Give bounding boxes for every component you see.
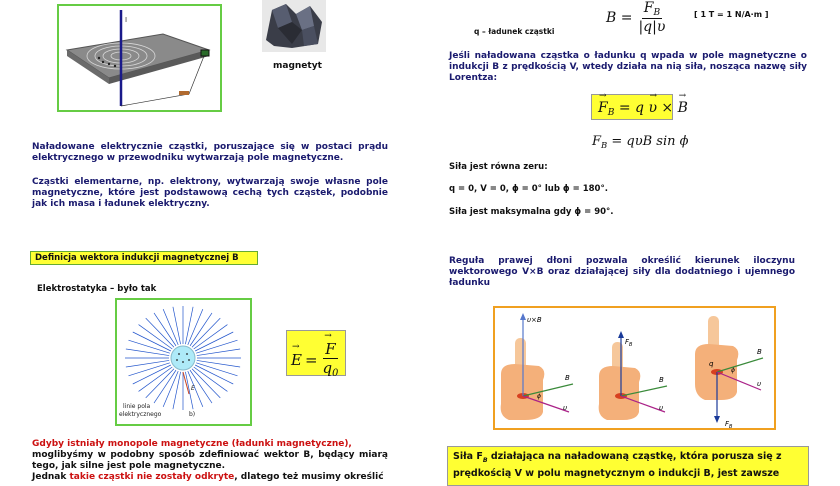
paragraph-vector-b: moglibyśmy w podobny sposób zdefiniować wektor B, będący miarą tego, jak silne jest pole magnetyczne. (32, 450, 388, 471)
field-line (163, 371, 178, 407)
svg-text:FB: $F_B$ (725, 420, 733, 428)
svg-text:I: I (125, 16, 128, 24)
field-line (197, 349, 240, 356)
bottom-summary-box: Siła $F_B$ działająca na naładowaną cząstkę, która porusza się z prędkością V w polu magnetycznym o indukcji B, jest zawsze (447, 446, 809, 486)
lorentz-formula-box: → $F_B = q \to \upsilon$ × → B (591, 94, 673, 120)
field-caption-1: linie pola (123, 403, 151, 410)
svg-text:ϕ: ϕ (731, 367, 735, 374)
monopole-sentence: Gdyby istniały monopole magnetyczne (ładunki magnetyczne), (32, 439, 352, 449)
field-line (173, 307, 181, 344)
hand-2 (599, 331, 667, 420)
field-line (126, 349, 169, 356)
field-line (190, 313, 212, 346)
formula-q-sub: 0 (332, 368, 339, 379)
field-line (126, 360, 169, 367)
field-line (154, 370, 176, 403)
svg-text:B: B (757, 348, 762, 356)
wire-field-figure (57, 4, 222, 112)
lorentz-magnitude-formula: $F_B = q\upsilon B$ sin ϕ (592, 134, 689, 150)
field-line (196, 363, 237, 376)
hand-3 (695, 316, 763, 428)
svg-text:B: B (565, 374, 570, 382)
b-definition-formula: B = $\frac{F_B}{|q|\upsilon}$ (606, 0, 666, 35)
paragraph-not-discovered: Jednak takie cząstki nie zostały odkryte, dlatego też musimy określić (32, 472, 384, 482)
electrostatics-label: Elektrostatyka – było tak (37, 284, 157, 294)
svg-text:FB: $F_B$ (625, 338, 633, 348)
lorentz-intro: Jeśli naładowana cząstka o ładunku q wpada w pole magnetyczne o indukcji B z prędkością V, wtedy działa na nią siła, nosząca nazwę siły Lorentza: (449, 51, 807, 83)
definition-box (30, 251, 258, 265)
field-caption-2: elektrycznego (119, 411, 162, 418)
magnetite-caption: magnetyt (273, 61, 322, 71)
field-line (133, 332, 171, 351)
field-line (188, 309, 203, 345)
field-line (154, 313, 176, 346)
max-force-condition: Siła jest maksymalna gdy ϕ = 90°. (449, 207, 614, 217)
hand-1 (501, 313, 573, 420)
formula-q: q (322, 359, 333, 377)
paragraph-elementary-particles: Cząstki elementarne, np. elektrony, wytwarzają swoje własne pole magnetyczne, które jest podstawową cechą tych cząstek, podobnie jak ich masa i ładunek elektryczny. (32, 177, 388, 209)
field-line (128, 363, 169, 376)
field-line (195, 365, 233, 384)
svg-text:υ: υ (563, 404, 568, 412)
electric-field-figure (115, 298, 252, 426)
svg-text:υ×B: υ×B (527, 316, 542, 324)
radial-field-lines (117, 300, 250, 424)
formula-E: → E (291, 351, 302, 369)
zero-force-heading: Siła jest równa zeru: (449, 162, 548, 172)
right-hand-illustrations (495, 308, 774, 428)
formula-F: → F (323, 340, 337, 359)
tesla-unit-note: [ 1 T = 1 N/A·m ] (694, 10, 769, 19)
magnetite-photo (262, 0, 326, 52)
field-line (173, 372, 181, 409)
charge-label: q – ładunek cząstki (474, 27, 555, 36)
field-line (128, 340, 169, 353)
b-formula-lhs: B = (606, 9, 633, 26)
wire-field-illustration (59, 6, 220, 110)
right-hand-rule-text: Reguła prawej dłoni pozwala określić kierunek iloczynu wektorowego V×B oraz działającej siły dla dodatniego i ujemnego ładunku (449, 256, 795, 288)
svg-text:q: q (709, 360, 714, 368)
field-line (133, 365, 171, 384)
svg-text:υ: υ (757, 380, 762, 388)
svg-text:E: E (191, 385, 195, 392)
paragraph-current-field: Naładowane elektrycznie cząstki, poruszające się w postaci prądu elektrycznego w przewodniku wytwarzają pole magnetyczne. (32, 142, 388, 163)
svg-text:B: B (659, 376, 664, 384)
electric-field-formula-box: → E = → $\frac{F}{q_0}$ (286, 330, 346, 376)
field-line (195, 332, 233, 351)
zero-force-conditions: q = 0, V = 0, ϕ = 0° lub ϕ = 180°. (449, 184, 608, 194)
field-line (163, 309, 178, 345)
svg-text:ϕ: ϕ (537, 393, 541, 400)
definition-box-label: Definicja wektora indukcji magnetycznej B (35, 253, 239, 263)
svg-text:υ: υ (659, 404, 664, 412)
field-line (185, 307, 193, 344)
field-line (196, 340, 237, 353)
right-hand-rule-figure (493, 306, 776, 430)
field-sub-label: b) (189, 411, 196, 418)
field-line (197, 360, 240, 367)
